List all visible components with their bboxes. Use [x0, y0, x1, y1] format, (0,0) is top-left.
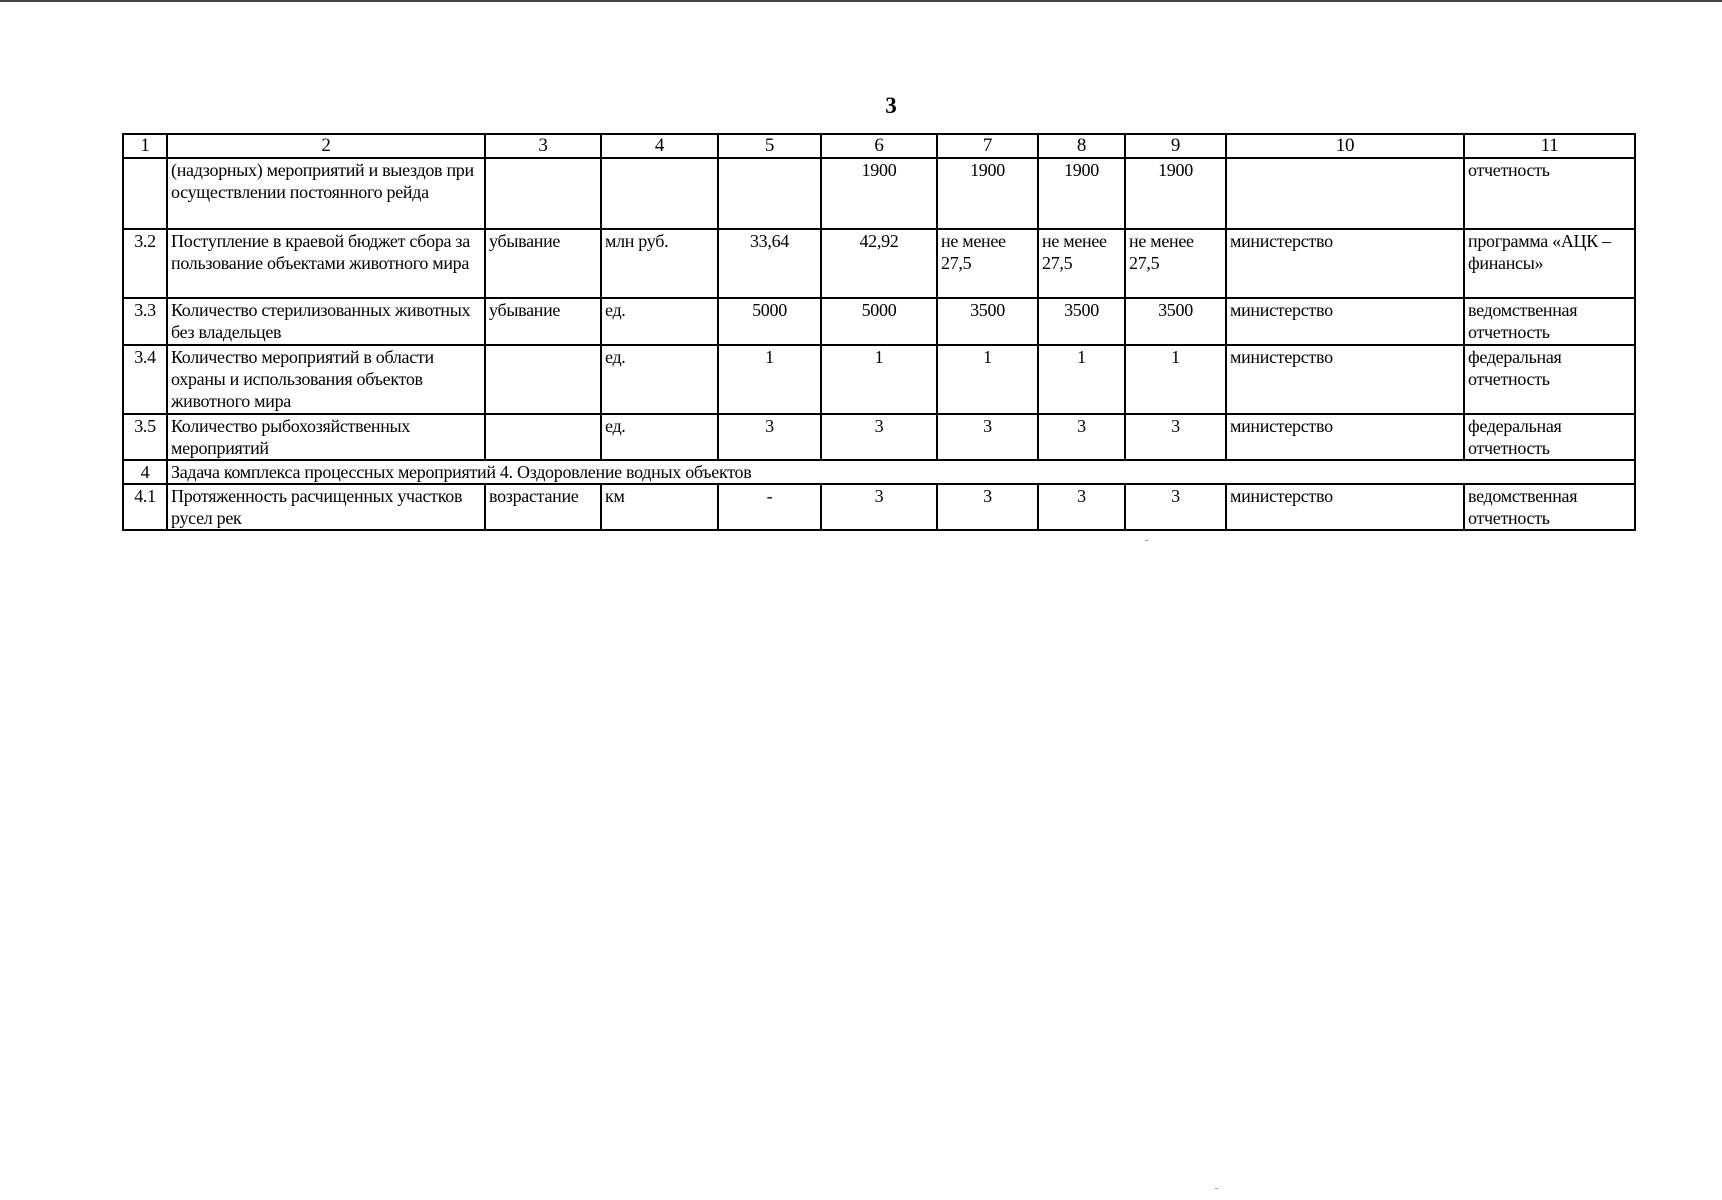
source: ведомственная отчетность — [1464, 298, 1635, 345]
source: ведомственная отчетность — [1464, 484, 1635, 530]
indicator-name: Количество рыбохозяйственных мероприятий — [167, 414, 485, 460]
trend: возрастание — [485, 484, 601, 530]
value-col5 — [718, 158, 821, 229]
indicator-name: Протяженность расчищенных участков русел рек — [167, 484, 485, 530]
responsible: министерство — [1226, 414, 1464, 460]
table-row — [123, 298, 1635, 345]
value-col6: 1900 — [821, 158, 937, 229]
value-col6: 42,92 — [821, 229, 937, 298]
value-col8: 3 — [1038, 484, 1125, 530]
col-header: 4 — [601, 134, 718, 158]
trend: убывание — [485, 229, 601, 298]
value-col8: 1 — [1038, 345, 1125, 414]
table-row — [123, 414, 1635, 460]
row-number: 3.2 — [123, 229, 167, 298]
section-number: 4 — [123, 460, 167, 484]
row-number — [123, 158, 167, 229]
value-col5: 5000 — [718, 298, 821, 345]
unit: ед. — [601, 345, 718, 414]
value-col9: 1900 — [1125, 158, 1226, 229]
value-col6: 3 — [821, 484, 937, 530]
value-col5: - — [718, 484, 821, 530]
responsible: министерство — [1226, 484, 1464, 530]
table-row — [123, 345, 1635, 414]
value-col9: 3 — [1125, 414, 1226, 460]
trend: убывание — [485, 298, 601, 345]
value-col7: не менее 27,5 — [937, 229, 1038, 298]
section-title: Задача комплекса процессных мероприятий 4. Оздоровление водных объектов — [167, 460, 1635, 484]
scan-speck — [1215, 1188, 1218, 1189]
value-col8: 3500 — [1038, 298, 1125, 345]
value-col8: не менее 27,5 — [1038, 229, 1125, 298]
value-col9: 3 — [1125, 484, 1226, 530]
source: отчетность — [1464, 158, 1635, 229]
value-col9: 1 — [1125, 345, 1226, 414]
value-col7: 3500 — [937, 298, 1038, 345]
value-col6: 1 — [821, 345, 937, 414]
col-header: 1 — [123, 134, 167, 158]
unit: ед. — [601, 298, 718, 345]
row-number: 4.1 — [123, 484, 167, 530]
unit: км — [601, 484, 718, 530]
value-col6: 3 — [821, 414, 937, 460]
source: программа «АЦК – финансы» — [1464, 229, 1635, 298]
responsible: министерство — [1226, 298, 1464, 345]
value-col5: 33,64 — [718, 229, 821, 298]
column-number-row — [123, 134, 1635, 158]
value-col5: 1 — [718, 345, 821, 414]
value-col9: не менее 27,5 — [1125, 229, 1226, 298]
col-header: 3 — [485, 134, 601, 158]
value-col9: 3500 — [1125, 298, 1226, 345]
row-number: 3.5 — [123, 414, 167, 460]
unit: млн руб. — [601, 229, 718, 298]
indicator-name: Поступление в краевой бюджет сбора за пользование объектами животного мира — [167, 229, 485, 298]
table-row — [123, 484, 1635, 530]
scan-speck — [1145, 540, 1148, 541]
section-row — [123, 460, 1635, 484]
col-header: 2 — [167, 134, 485, 158]
col-header: 9 — [1125, 134, 1226, 158]
value-col6: 5000 — [821, 298, 937, 345]
col-header: 10 — [1226, 134, 1464, 158]
trend — [485, 345, 601, 414]
page-number: 3 — [885, 93, 897, 118]
responsible: министерство — [1226, 345, 1464, 414]
value-col7: 3 — [937, 484, 1038, 530]
unit: ед. — [601, 414, 718, 460]
col-header: 8 — [1038, 134, 1125, 158]
indicators-table — [122, 133, 1636, 531]
indicator-name: Количество мероприятий в области охраны и использования объектов животного мира — [167, 345, 485, 414]
row-number: 3.4 — [123, 345, 167, 414]
value-col7: 1 — [937, 345, 1038, 414]
value-col8: 1900 — [1038, 158, 1125, 229]
source: федеральная отчетность — [1464, 414, 1635, 460]
trend — [485, 158, 601, 229]
trend — [485, 414, 601, 460]
responsible — [1226, 158, 1464, 229]
col-header: 5 — [718, 134, 821, 158]
unit — [601, 158, 718, 229]
table-row — [123, 158, 1635, 229]
indicator-name: Количество стерилизованных животных без владельцев — [167, 298, 485, 345]
value-col5: 3 — [718, 414, 821, 460]
col-header: 6 — [821, 134, 937, 158]
value-col7: 3 — [937, 414, 1038, 460]
row-number: 3.3 — [123, 298, 167, 345]
col-header: 7 — [937, 134, 1038, 158]
indicator-name: (надзорных) мероприятий и выездов при осуществлении постоянного рейда — [167, 158, 485, 229]
value-col7: 1900 — [937, 158, 1038, 229]
value-col8: 3 — [1038, 414, 1125, 460]
responsible: министерство — [1226, 229, 1464, 298]
source: федеральная отчетность — [1464, 345, 1635, 414]
table-row — [123, 229, 1635, 298]
col-header: 11 — [1464, 134, 1635, 158]
scan-top-edge — [0, 0, 1722, 2]
